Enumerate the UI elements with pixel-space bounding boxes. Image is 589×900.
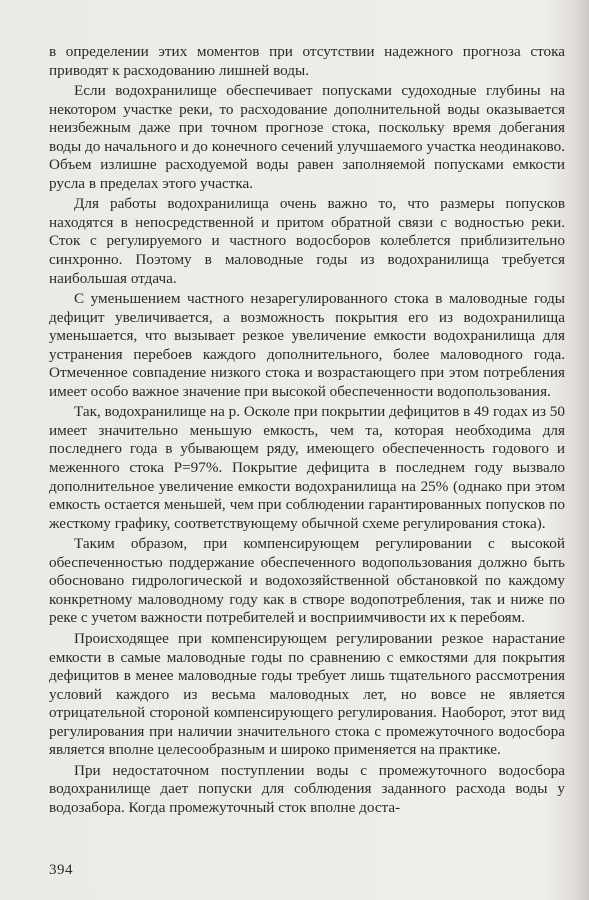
- paragraph-8: При недостаточном поступлении воды с промежуточного водосбора водохранилище дает попуски для соблюдения заданного расхода воды у водозабора. Когда промежуточный сток вполне доста-: [49, 761, 565, 816]
- paragraph-1: в определении этих моментов при отсутствии надежного прогноза стока приводят к расходованию лишней воды.: [49, 43, 565, 79]
- paragraph-4: С уменьшением частного незарегулированного стока в маловодные годы дефицит увеличивается, а возможность покрытия его из водохранилища уменьшается, что вызывает резкое увеличение емкости водохранилища для устранения перебоев каждого дополнительного, более маловодного года. Отмеченное совпадение низкого стока и возрастающего при этом потребления имеет особо важное значение при высокой обеспеченности водопользования.: [49, 290, 565, 400]
- paragraph-6: Таким образом, при компенсирующем регулировании с высокой обеспеченностью поддержание обеспеченного водопользования должно быть обосновано гидрологической и водохозяйственной обстановкой по каждому конкретному маловодному году как в створе водопотребления, так и ниже по реке с учетом важности потребителей и восприимчивости их к перебоям.: [49, 535, 565, 627]
- page-number: 394: [49, 862, 73, 878]
- paragraph-7: Происходящее при компенсирующем регулировании резкое нарастание емкости в самые маловодные годы по сравнению с емкостями для покрытия дефицитов в менее маловодные годы требует лишь тщательного рассмотрения условий каждого из весьма маловодных лет, но вовсе не является отрицательной стороной компенсирующего регулирования. Наоборот, этот вид регулирования при наличии значительного стока с промежуточного водосбора является вполне целесообразным и широко применяется на практике.: [49, 629, 565, 759]
- paragraph-3: Для работы водохранилища очень важно то, что размеры попусков находятся в непосредственной и притом обратной связи с водностью реки. Сток с регулируемого и частного водосборов колеблется приблизительно синхронно. Поэтому в маловодные годы из водохранилища требуется наибольшая отдача.: [49, 195, 565, 287]
- page-edge-shadow: [575, 0, 589, 900]
- paragraph-5: Так, водохранилище на р. Осколе при покрытии дефицитов в 49 годах из 50 имеет значительно меньшую емкость, чем та, которая необходима для последнего года в убывающем ряду, имеющего обеспеченность годового и меженного стока P=97%. Покрытие дефицита в последнем году вызвало дополнительное увеличение емкости водохранилища на 25% (однако при этом емкость остается меньшей, чем при соблюдении гарантированных попусков по жесткому графику, соответствующему обычной схеме регулирования стока).: [49, 403, 565, 532]
- body-text: [49, 43, 565, 819]
- paragraph-2: Если водохранилище обеспечивает попусками судоходные глубины на некотором участке реки, то расходование дополнительной воды оказывается неизбежным даже при точном прогнозе стока, поскольку время добегания воды до начального и до конечного сечений улучшаемого участка неодинаково. Объем излишне расходуемой воды равен заполняемой попусками емкости русла в пределах этого участка.: [49, 82, 565, 192]
